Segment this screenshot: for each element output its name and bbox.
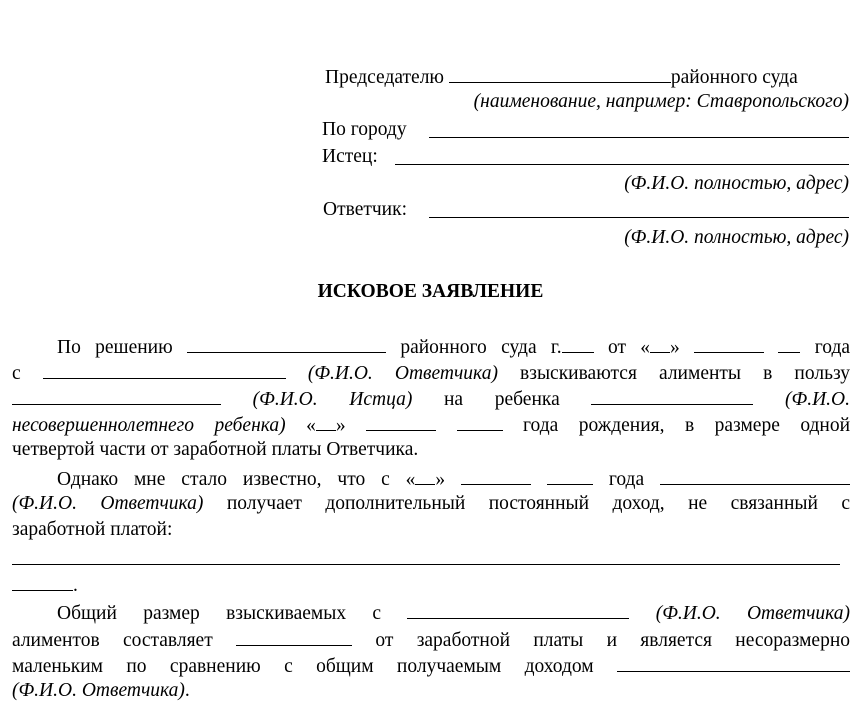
p3-text: Общий размер взыскиваемых с: [57, 603, 382, 624]
defendant-name-blank: [43, 359, 286, 379]
date-year-blank: [547, 465, 593, 485]
p3-hint: (Ф.И.О. Ответчика): [655, 603, 851, 624]
alimony-share-blank: [236, 626, 352, 646]
defendant-hint: (Ф.И.О. полностью, адрес): [624, 227, 849, 248]
p2-text: получает дополнительный постоянный доход, не связанный с: [226, 493, 851, 514]
plaintiff-name-blank: [12, 385, 221, 405]
p1-text: По решению: [57, 337, 173, 358]
p1-text: «: [306, 415, 316, 436]
p1-line5: четвертой части от заработной платы Ответчика.: [12, 439, 419, 460]
date-month-blank: [461, 465, 531, 485]
p2-line4: [12, 545, 850, 573]
day-blank: [650, 333, 670, 353]
defendant-name-blank: [660, 465, 850, 485]
defendant-label: Ответчик:: [323, 199, 408, 220]
defendant-line: [323, 197, 849, 223]
date-day-blank: [415, 465, 435, 485]
income-description-blank: [12, 545, 840, 565]
p1-text: районного суда г.: [400, 337, 562, 358]
p1-text: с: [12, 363, 21, 384]
p3-text: .: [184, 680, 190, 701]
year-blank: [778, 333, 800, 353]
plaintiff-hint: (Ф.И.О. полностью, адрес): [624, 173, 849, 194]
p1-hint: несовершеннолетнего ребенка): [12, 415, 286, 436]
plaintiff-line: [322, 144, 849, 170]
birth-year-blank: [457, 411, 503, 431]
p2-line2: [12, 491, 850, 517]
p2-line1: [57, 465, 850, 493]
court-name-blank: [187, 333, 386, 353]
p1-text: года: [814, 337, 851, 358]
child-name-blank: [591, 385, 753, 405]
p3-line4: [12, 678, 850, 704]
p1-hint: (Ф.И.О. Истца): [252, 389, 413, 410]
p1-text: »: [670, 337, 680, 358]
total-income-blank: [617, 652, 850, 672]
p3-line2: [12, 626, 850, 654]
birth-month-blank: [366, 411, 436, 431]
chairman-line: [325, 62, 849, 91]
p2-text: Однако мне стало известно, что с «: [57, 469, 416, 490]
p1-text: »: [335, 415, 346, 436]
p1-line3: [12, 385, 850, 413]
p2-line5: [12, 571, 850, 599]
p3-text: алиментов составляет: [12, 630, 213, 651]
p1-line1: [57, 333, 850, 361]
p3-text: от заработной платы и является несоразмерно: [375, 630, 851, 651]
p3-line3: [12, 652, 850, 680]
city-blank: [429, 137, 849, 138]
city-label: По городу: [322, 119, 407, 140]
p3-text: маленьким по сравнению с общим получаемым доходом: [12, 656, 594, 677]
p3-line1: [57, 599, 850, 627]
chairman-label: Председателю: [325, 67, 444, 88]
p2-line3: заработной платой:: [12, 519, 173, 540]
plaintiff-label: Истец:: [322, 146, 378, 167]
p1-text: на ребенка: [443, 389, 560, 410]
city-line: [322, 117, 849, 143]
p1-line4: [12, 411, 850, 439]
p1-hint: (Ф.И.О.: [785, 389, 851, 410]
income-description-blank-end: [12, 571, 73, 591]
court-suffix: районного суда: [670, 67, 798, 88]
p2-text: »: [435, 469, 446, 490]
court-hint: (наименование, например: Ставропольского): [473, 91, 849, 112]
defendant-blank: [429, 217, 849, 218]
p3-hint: (Ф.И.О. Ответчика): [12, 680, 185, 701]
month-blank: [694, 333, 764, 353]
p2-text: .: [73, 575, 78, 596]
document-title: ИСКОВОЕ ЗАЯВЛЕНИЕ: [317, 281, 544, 302]
chairman-blank: [449, 62, 671, 83]
p1-text: взыскиваются алименты в пользу: [520, 363, 851, 384]
p1-text: от «: [607, 337, 651, 358]
p2-hint: (Ф.И.О. Ответчика): [12, 493, 204, 514]
city-blank: [562, 333, 594, 353]
p1-text: года рождения, в размере одной: [523, 415, 851, 436]
p1-hint: (Ф.И.О. Ответчика): [307, 363, 498, 384]
birth-day-blank: [316, 411, 336, 431]
plaintiff-blank: [395, 164, 849, 165]
p2-text: года: [608, 469, 645, 490]
p1-line2: [12, 359, 850, 387]
defendant-name-blank: [407, 599, 629, 619]
